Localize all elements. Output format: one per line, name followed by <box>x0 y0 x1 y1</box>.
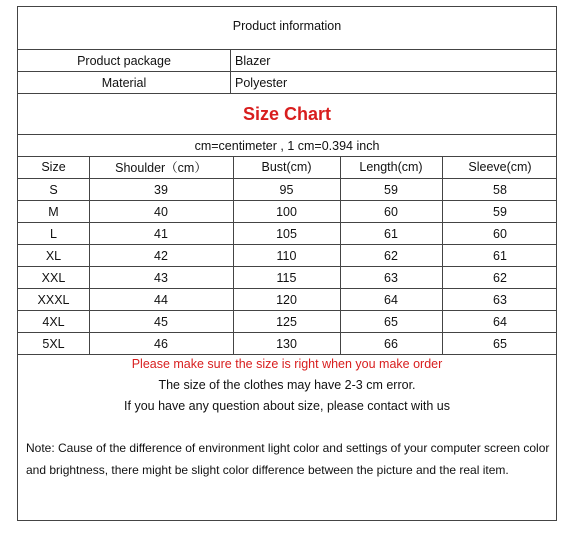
row-divider <box>18 288 556 289</box>
contact-note: If you have any question about size, please contact with us <box>124 399 450 413</box>
table-cell: 61 <box>384 226 398 241</box>
table-cell: 45 <box>154 314 168 329</box>
product-info-table <box>17 6 557 521</box>
product-package-value: Blazer <box>235 53 271 68</box>
table-cell: 63 <box>384 270 398 285</box>
table-cell: M <box>48 204 59 219</box>
column-divider <box>340 156 341 354</box>
table-cell: XXL <box>41 270 66 285</box>
table-cell: 100 <box>276 204 297 219</box>
row-divider <box>18 266 556 267</box>
table-cell: 58 <box>493 182 507 197</box>
row-divider <box>18 310 556 311</box>
table-cell: 64 <box>493 314 507 329</box>
table-cell: 5XL <box>42 336 65 351</box>
table-cell: 66 <box>384 336 398 351</box>
table-cell: 60 <box>493 226 507 241</box>
table-cell: 40 <box>154 204 168 219</box>
table-cell: 120 <box>276 292 297 307</box>
table-cell: 64 <box>384 292 398 307</box>
product-information-heading: Product information <box>232 19 342 33</box>
column-divider <box>442 156 443 354</box>
row-divider <box>18 222 556 223</box>
table-cell: L <box>50 226 57 241</box>
material-value: Polyester <box>235 75 288 90</box>
table-cell: 62 <box>384 248 398 263</box>
row-divider <box>18 332 556 333</box>
table-cell: 41 <box>154 226 168 241</box>
color-note-line1: Note: Cause of the difference of environment light color and settings of your computer screen color <box>26 441 550 455</box>
column-divider <box>89 156 90 354</box>
unit-note: cm=centimeter , 1 cm=0.394 inch <box>194 138 380 153</box>
size-chart-title: Size Chart <box>242 103 332 124</box>
table-cell: 130 <box>276 336 297 351</box>
column-header: Sleeve(cm) <box>468 160 532 174</box>
table-cell: XL <box>45 248 62 263</box>
table-cell: 59 <box>384 182 398 197</box>
table-cell: 105 <box>276 226 297 241</box>
column-header: Bust(cm) <box>261 160 312 174</box>
table-cell: 44 <box>154 292 168 307</box>
table-cell: 42 <box>154 248 168 263</box>
table-cell: 63 <box>493 292 507 307</box>
table-cell: 125 <box>276 314 297 329</box>
product-package-label: Product package <box>77 53 171 68</box>
table-cell: 110 <box>276 248 297 263</box>
column-header: Size <box>41 160 66 174</box>
table-cell: 43 <box>154 270 168 285</box>
column-divider <box>233 156 234 354</box>
table-cell: 4XL <box>42 314 65 329</box>
table-cell: 65 <box>384 314 398 329</box>
table-cell: 62 <box>493 270 507 285</box>
error-note: The size of the clothes may have 2-3 cm error. <box>158 378 416 392</box>
table-cell: 65 <box>493 336 507 351</box>
row-divider <box>18 244 556 245</box>
table-cell: 39 <box>154 182 168 197</box>
table-cell: 115 <box>276 270 297 285</box>
size-table <box>18 156 556 354</box>
column-header: Length(cm) <box>359 160 423 174</box>
row-divider <box>18 200 556 201</box>
material-label: Material <box>101 75 147 90</box>
table-cell: S <box>49 182 58 197</box>
table-cell: 61 <box>493 248 507 263</box>
table-cell: 95 <box>279 182 294 197</box>
color-note-line2: and brightness, there might be slight color difference between the picture and the real item. <box>26 463 509 477</box>
table-cell: XXXL <box>37 292 70 307</box>
table-cell: 46 <box>154 336 168 351</box>
column-header: Shoulder（cm） <box>115 161 207 175</box>
row-divider <box>18 178 556 179</box>
table-cell: 60 <box>384 204 398 219</box>
table-cell: 59 <box>493 204 507 219</box>
size-warning: Please make sure the size is right when you make order <box>131 357 443 371</box>
